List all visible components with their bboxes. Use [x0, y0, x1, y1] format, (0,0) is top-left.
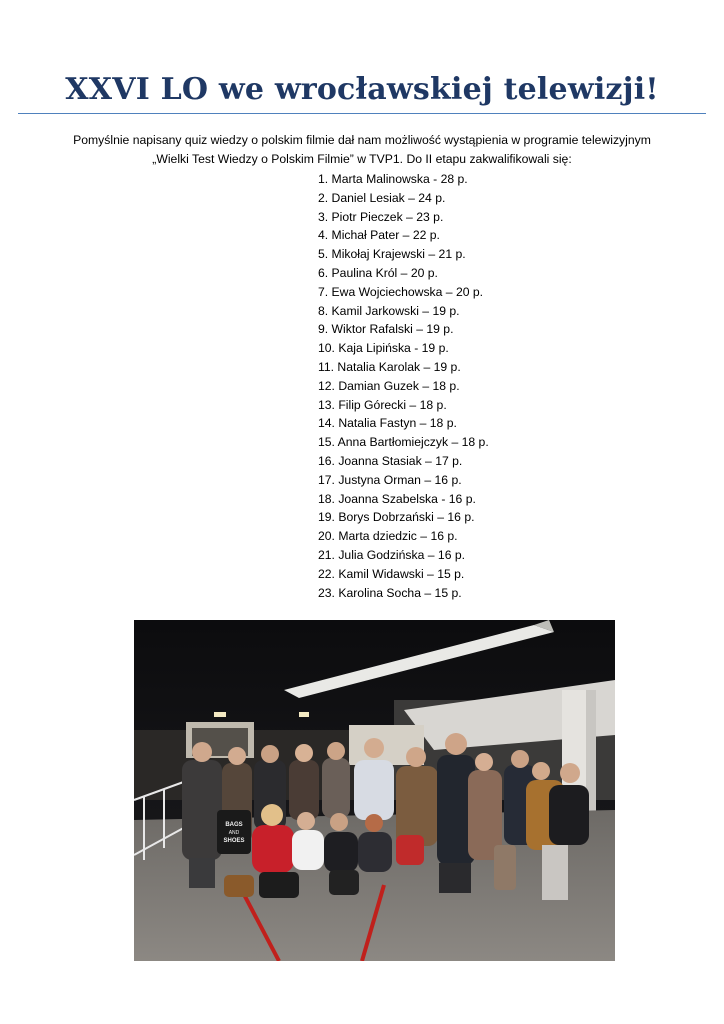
list-item: 20. Marta dziedzic – 16 p. [318, 529, 458, 544]
list-item: 6. Paulina Król – 20 p. [318, 265, 438, 280]
list-item: 14. Natalia Fastyn – 18 p. [318, 416, 457, 431]
list-item: 10. Kaja Lipińska - 19 p. [318, 341, 449, 356]
intro-line-1: Pomyślnie napisany quiz wiedzy o polskim filmie dał nam możliwość wystąpienia w programie telewizyjnym [73, 133, 651, 147]
list-item: 13. Filip Górecki – 18 p. [318, 397, 447, 412]
list-item: 18. Joanna Szabelska - 16 p. [318, 491, 476, 506]
list-item: 2. Daniel Lesiak – 24 p. [318, 190, 446, 205]
list-item: 16. Joanna Stasiak – 17 p. [318, 453, 463, 468]
title-underline [18, 113, 706, 114]
intro-paragraph [40, 131, 684, 169]
group-photo [134, 620, 615, 961]
list-item: 12. Damian Guzek – 18 p. [318, 378, 460, 393]
intro-line-2: „Wielki Test Wiedzy o Polskim Filmie” w TVP1. Do II etapu zakwalifikowali się: [152, 152, 572, 166]
list-item: 5. Mikołaj Krajewski – 21 p. [318, 247, 466, 262]
svg-text:AND: AND [228, 830, 240, 836]
document-title: XXVI LO we wrocławskiej telewizji! [65, 72, 659, 107]
list-item: 23. Karolina Socha – 15 p. [318, 585, 462, 600]
list-item: 8. Kamil Jarkowski – 19 p. [318, 303, 460, 318]
list-item: 11. Natalia Karolak – 19 p. [318, 359, 461, 374]
list-item: 19. Borys Dobrzański – 16 p. [318, 510, 475, 525]
list-item: 22. Kamil Widawski – 15 p. [318, 566, 465, 581]
list-item: 7. Ewa Wojciechowska – 20 p. [318, 284, 484, 299]
list-item: 4. Michał Pater – 22 p. [318, 228, 440, 243]
list-item: 21. Julia Godzińska – 16 p. [318, 547, 466, 562]
list-item: 9. Wiktor Rafalski – 19 p. [318, 322, 454, 337]
list-item: 17. Justyna Orman – 16 p. [318, 472, 462, 487]
qualified-list [318, 170, 489, 602]
list-item: 15. Anna Bartłomiejczyk – 18 p. [318, 435, 489, 450]
svg-text:SHOES: SHOES [223, 838, 245, 844]
bag-print: BAGS [225, 822, 243, 828]
list-item: 1. Marta Malinowska - 28 p. [318, 172, 468, 186]
list-item: 3. Piotr Pieczek – 23 p. [318, 209, 444, 224]
